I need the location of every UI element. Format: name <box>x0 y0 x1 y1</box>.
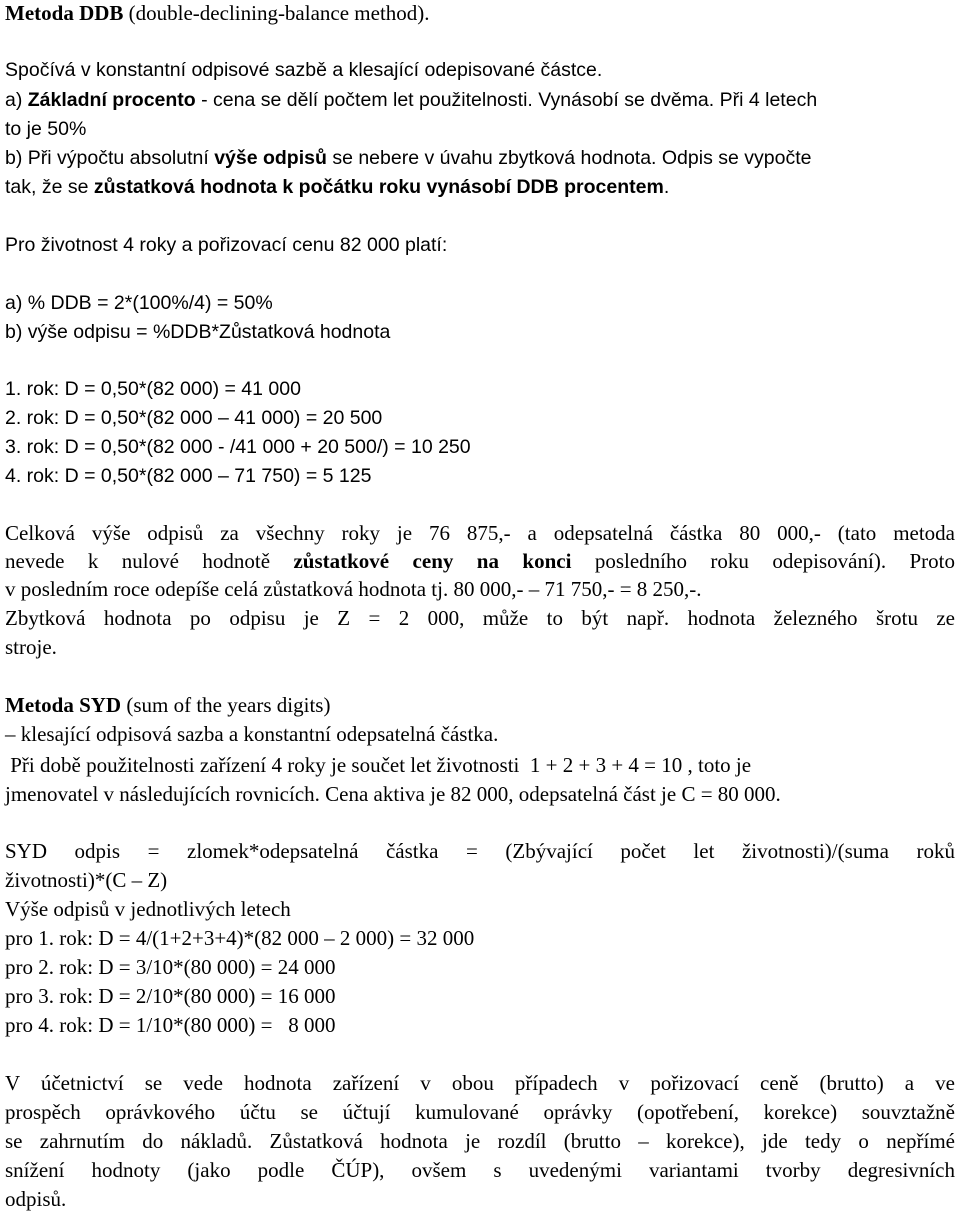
syd-formula-2: životnosti)*(C – Z) <box>5 868 168 892</box>
ddb-line-2-bold: Základní procento <box>27 89 196 111</box>
ddb-line-5-bold: zůstatková hodnota k počátku roku vynásobí DDB procentem <box>93 176 664 198</box>
syd-year-row: pro 1. rok: D = 4/(1+2+3+4)*(82 000 – 2 000) = 32 000 <box>5 926 475 950</box>
syd-year-row: pro 4. rok: D = 1/10*(80 000) = 8 000 <box>5 1013 336 1037</box>
ddb-year-row: 3. rok: D = 0,50*(82 000 - /41 000 + 20 500/) = 10 250 <box>5 436 471 458</box>
ddb-line-5 <box>5 174 955 200</box>
syd-line-1: – klesající odpisová sazba a konstantní odepsatelná částka. <box>5 722 499 746</box>
syd-line-2: Při době použitelnosti zařízení 4 roky je součet let životnosti 1 + 2 + 3 + 4 = 10 , toto je <box>5 753 752 777</box>
ddb-summary-4: Zbytková hodnota po odpisu je Z = 2 000, může to být např. hodnota železného šrotu ze <box>5 606 955 630</box>
ddb-summary-3: v posledním roce odepíše celá zůstatková hodnota tj. 80 000,- – 71 750,- = 8 250,-. <box>5 577 702 601</box>
ddb-line-2-rest: - cena se dělí počtem let použitelnosti. Vynásobí se dvěma. Při 4 letech <box>195 89 818 111</box>
ddb-year-row: 4. rok: D = 0,50*(82 000 – 71 750) = 5 125 <box>5 465 372 487</box>
ddb-line-4-prefix: b) Při výpočtu absolutní <box>5 147 215 169</box>
syd-years-heading: Výše odpisů v jednotlivých letech <box>5 897 291 921</box>
syd-formula-1: SYD odpis = zlomek*odepsatelná částka = (Zbývající počet let životnosti)/(suma roků <box>5 839 955 863</box>
ddb-year-row: 1. rok: D = 0,50*(82 000) = 41 000 <box>5 378 301 400</box>
ddb-line-4 <box>5 145 955 171</box>
ddb-line-2 <box>5 87 955 113</box>
ddb-year-row: 2. rok: D = 0,50*(82 000 – 41 000) = 20 500 <box>5 407 383 429</box>
ddb-summary-2 <box>5 548 955 574</box>
syd-heading <box>5 692 955 718</box>
ddb-heading-bold: Metoda DDB <box>5 1 124 25</box>
syd-year-row: pro 3. rok: D = 2/10*(80 000) = 16 000 <box>5 984 336 1008</box>
closing-line-5: odpisů. <box>5 1187 67 1211</box>
closing-line-2: prospěch oprávkového účtu se účtují kumulované oprávky (opotřebení, korekce) souvztažně <box>5 1100 955 1124</box>
ddb-line-3: to je 50% <box>5 118 87 140</box>
ddb-line-5-rest: . <box>663 176 670 198</box>
ddb-summary-2-bold: zůstatkové ceny na konci <box>293 549 572 573</box>
ddb-example-intro: Pro životnost 4 roky a pořizovací cenu 82 000 platí: <box>5 234 448 256</box>
closing-line-3: se zahrnutím do nákladů. Zůstatková hodnota je rozdíl (brutto – korekce), jde tedy o nepřímé <box>5 1129 955 1153</box>
syd-line-3: jmenovatel v následujících rovnicích. Cena aktiva je 82 000, odepsatelná část je C = 80 000. <box>5 782 781 806</box>
ddb-line-2-prefix: a) <box>5 89 28 111</box>
ddb-formula-b: b) výše odpisu = %DDB*Zůstatková hodnota <box>5 321 391 343</box>
syd-year-row: pro 2. rok: D = 3/10*(80 000) = 24 000 <box>5 955 336 979</box>
ddb-summary-5: stroje. <box>5 635 57 659</box>
ddb-summary-2-rest: posledního roku odepisování). Proto <box>571 549 955 573</box>
ddb-line-4-rest: se nebere v úvahu zbytková hodnota. Odpis se vypočte <box>326 147 812 169</box>
ddb-formula-a: a) % DDB = 2*(100%/4) = 50% <box>5 292 273 314</box>
closing-line-1: V účetnictví se vede hodnota zařízení v obou případech v pořizovací ceně (brutto) a ve <box>5 1071 955 1095</box>
syd-heading-rest: (sum of the years digits) <box>121 693 331 717</box>
syd-heading-bold: Metoda SYD <box>5 693 122 717</box>
ddb-line-5-prefix: tak, že se <box>5 176 94 198</box>
ddb-summary-1: Celková výše odpisů za všechny roky je 76 875,- a odepsatelná částka 80 000,- (tato metoda <box>5 521 955 545</box>
ddb-heading <box>5 0 955 26</box>
ddb-heading-rest: (double-declining-balance method). <box>123 1 430 25</box>
ddb-summary-2-prefix: nevede k nulové hodnotě <box>5 549 294 573</box>
closing-line-4: snížení hodnoty (jako podle ČÚP), ovšem s uvedenými variantami tvorby degresivních <box>5 1158 955 1182</box>
ddb-line-4-bold: výše odpisů <box>214 147 327 169</box>
ddb-line-1: Spočívá v konstantní odpisové sazbě a klesající odepisované částce. <box>5 59 603 81</box>
